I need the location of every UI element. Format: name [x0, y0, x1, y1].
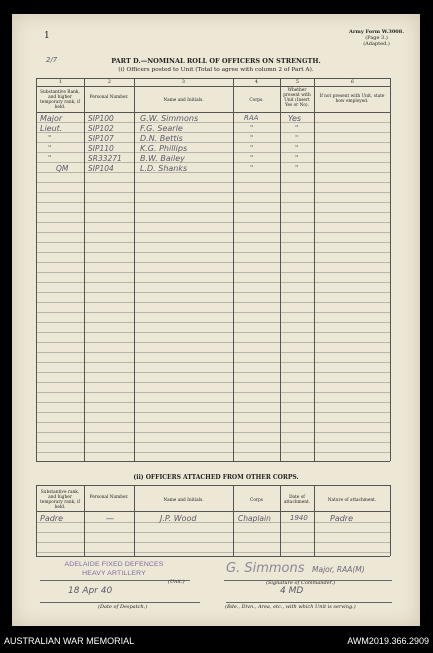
- officer-present: ": [295, 124, 299, 132]
- attached-header-date: Date of attachment.: [283, 495, 311, 505]
- officer-number: SIP102: [88, 124, 114, 133]
- officer-number: SIP107: [88, 134, 114, 143]
- form-adapted-note: (Adapted.): [363, 41, 390, 47]
- attached-number: —: [106, 514, 114, 523]
- area-caption: (Bde., Divn., Area, etc., with which Unit is serving.): [225, 604, 356, 610]
- column-number-2: 2: [108, 80, 111, 85]
- unit-stamp-line2: HEAVY ARTILLERY: [82, 570, 146, 577]
- column-number-6: 6: [351, 80, 354, 85]
- officer-corps: ": [250, 124, 254, 132]
- attached-nature: Padre: [330, 514, 354, 523]
- header-rank: Substantive Rank, and higher temporary rank, if held.: [40, 90, 80, 110]
- officer-number: SIP100: [88, 114, 114, 123]
- officer-rank: ": [48, 144, 52, 152]
- attached-rank: Padre: [40, 514, 64, 523]
- despatch-date: 18 Apr 40: [68, 586, 113, 596]
- page-subtitle: (i) Officers posted to Unit (Total to agree with column 2 of Part A).: [118, 67, 314, 73]
- unit-stamp-line1: ADELAIDE FIXED DEFENCES: [64, 561, 164, 568]
- header-employment: If not present with Unit, state how employed.: [319, 94, 385, 104]
- header-corps: Corps.: [249, 98, 264, 103]
- attached-header-rank: Substantive rank, and higher temporary rank, if held.: [40, 490, 80, 510]
- signature-caption: (Signature of Commander.): [266, 580, 336, 586]
- attached-header-corps: Corps: [250, 498, 263, 503]
- margin-mark: 2/7: [46, 56, 58, 64]
- officer-present: Yes: [288, 114, 302, 123]
- attached-officers-table: [12, 14, 420, 626]
- attached-name: J.P. Wood: [160, 514, 197, 523]
- header-name: Name and Initials.: [163, 98, 204, 103]
- attached-corps: Chaplain: [238, 514, 271, 523]
- officer-name: K.G. Phillips: [140, 144, 188, 153]
- column-number-4: 4: [255, 80, 258, 85]
- attached-section-title: (ii) OFFICERS ATTACHED FROM OTHER CORPS.: [133, 474, 299, 481]
- officer-present: ": [295, 134, 299, 142]
- ruled-line: [36, 552, 390, 553]
- officer-rank: ": [48, 134, 52, 142]
- page-title: PART D.—NOMINAL ROLL OF OFFICERS ON STRENGTH.: [111, 57, 321, 65]
- officer-name: B.W. Bailey: [140, 154, 185, 163]
- officer-corps: ": [250, 154, 254, 162]
- officer-present: ": [295, 144, 299, 152]
- despatch-caption: (Date of Despatch.): [98, 604, 148, 610]
- officer-present: ": [295, 164, 299, 172]
- attached-header-name: Name and Initials.: [163, 498, 204, 503]
- corner-mark: 1: [44, 31, 50, 41]
- area-value: 4 MD: [280, 586, 304, 596]
- column-number-1: 1: [59, 80, 62, 85]
- ruled-line: [36, 542, 390, 543]
- unit-caption: (Unit.): [168, 579, 185, 585]
- attached-header-nature: Nature of attachment.: [327, 498, 377, 503]
- officer-rank: Major: [40, 114, 63, 123]
- officer-rank: QM: [56, 164, 69, 173]
- ruled-line: [36, 532, 390, 533]
- officer-name: L.D. Shanks: [140, 164, 188, 173]
- form-number: Army Form W.3008.: [349, 29, 404, 35]
- officer-present: ": [295, 154, 299, 162]
- archive-footer: [0, 630, 433, 653]
- column-number-5: 5: [296, 80, 299, 85]
- officer-name: D.N. Bettis: [140, 134, 183, 143]
- archive-name: AUSTRALIAN WAR MEMORIAL: [4, 636, 135, 646]
- form-page-ref: (Page 3.): [365, 35, 388, 41]
- commander-signature: G. Simmons: [226, 561, 305, 576]
- officer-rank: ": [48, 154, 52, 162]
- archive-reference: AWM2019.366.2909: [347, 636, 429, 646]
- officer-corps: RAA: [244, 114, 259, 122]
- officer-corps: ": [250, 164, 254, 172]
- officer-number: SR33271: [88, 154, 122, 163]
- officer-number: SIP110: [88, 144, 114, 153]
- officer-name: F.G. Searle: [140, 124, 183, 133]
- column-number-3: 3: [182, 80, 185, 85]
- attached-date: 1940: [290, 514, 308, 522]
- header-present: Whether present with Unit (Insert Yes or No).: [283, 88, 311, 108]
- form-page: [12, 14, 420, 626]
- officer-corps: ": [250, 134, 254, 142]
- officer-rank: Lieut.: [40, 124, 63, 133]
- commander-rank: Major, RAA(M): [312, 565, 365, 574]
- attached-header-number: Personal Number.: [89, 495, 129, 500]
- header-personal-number: Personal Number.: [89, 95, 129, 100]
- officer-number: SIP104: [88, 164, 114, 173]
- unit-stamp: [48, 560, 180, 578]
- officer-corps: ": [250, 144, 254, 152]
- officer-name: G.W. Simmons: [140, 114, 199, 123]
